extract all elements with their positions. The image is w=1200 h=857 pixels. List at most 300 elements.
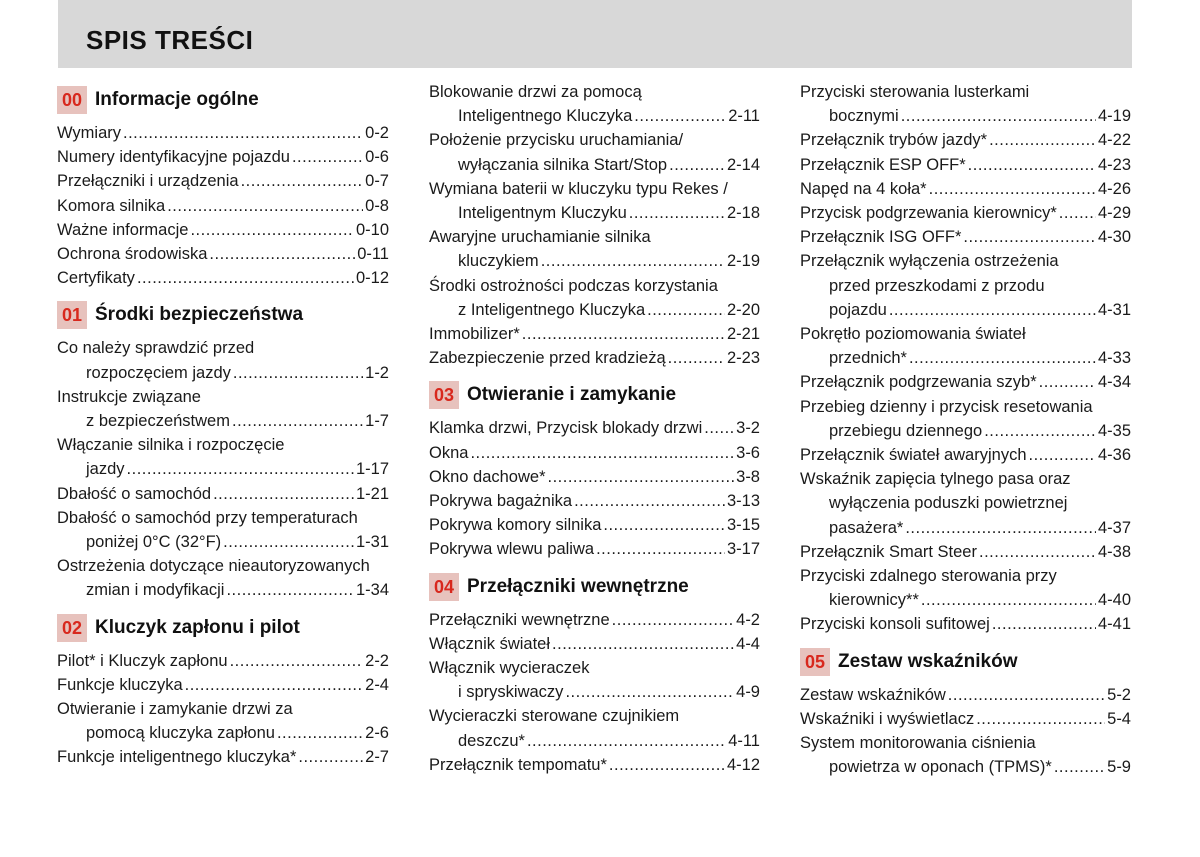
toc-entry-text: Dbałość o samochód przy temperaturach — [57, 508, 358, 527]
toc-entry-row — [800, 177, 1131, 201]
dot-leader — [232, 409, 363, 433]
dot-leader — [223, 530, 354, 554]
page-number: 4-19 — [1097, 107, 1131, 126]
dot-leader — [963, 225, 1096, 249]
dot-leader — [634, 104, 726, 128]
section-title: Środki bezpieczeństwa — [95, 304, 304, 326]
toc-entry-text: Wycieraczki sterowane czujnikiem — [429, 707, 680, 726]
page-number: 1-17 — [355, 460, 389, 479]
toc-entry[interactable] — [800, 612, 1131, 636]
toc-entry-row — [800, 588, 1131, 612]
toc-entry-text: Przełącznik ESP OFF* — [800, 155, 966, 174]
toc-entry-text: Zabezpieczenie przed kradzieżą — [429, 349, 666, 368]
dot-leader — [976, 707, 1105, 731]
dot-leader — [1059, 201, 1096, 225]
dot-leader — [123, 121, 363, 145]
section-heading[interactable] — [57, 300, 389, 330]
page-number: 4-41 — [1097, 615, 1131, 634]
toc-entry-text: przed przeszkodami z przodu — [829, 276, 1045, 295]
page-number: 2-7 — [365, 748, 389, 767]
toc-entry[interactable] — [429, 513, 760, 537]
toc-section — [429, 380, 760, 561]
toc-entry-text: Ostrzeżenia dotyczące nieautoryzowanych — [57, 557, 370, 576]
dot-leader — [1054, 755, 1105, 779]
dot-leader — [929, 177, 1096, 201]
toc-entry[interactable] — [429, 656, 760, 704]
toc-entry[interactable] — [429, 416, 760, 440]
toc-entry-text: Przełącznik wyłączenia ostrzeżenia — [800, 252, 1059, 271]
section-title: Zestaw wskaźników — [838, 650, 1018, 672]
dot-leader — [230, 649, 364, 673]
toc-entry[interactable] — [57, 385, 389, 433]
toc-entry-row — [800, 443, 1131, 467]
toc-entry[interactable] — [57, 266, 389, 290]
toc-entry-text: Instrukcje związane — [57, 387, 201, 406]
toc-entry-text: Funkcje kluczyka — [57, 675, 183, 694]
section-title: Kluczyk zapłonu i pilot — [95, 616, 300, 638]
toc-entry-row — [800, 540, 1131, 564]
page-number: 4-22 — [1097, 131, 1131, 150]
dot-leader — [137, 266, 354, 290]
dot-leader — [292, 145, 363, 169]
page-number: 2-6 — [365, 724, 389, 743]
toc-entry-text: powietrza w oponach (TPMS)* — [829, 758, 1052, 777]
toc-entry[interactable] — [429, 632, 760, 656]
page-number: 4-36 — [1097, 446, 1131, 465]
toc-entry-text: Przebieg dzienny i przycisk resetowania — [800, 397, 1093, 416]
dot-leader — [992, 612, 1096, 636]
toc-entry-row — [57, 145, 389, 169]
dot-leader — [213, 482, 354, 506]
toc-entry[interactable] — [800, 370, 1131, 394]
dot-leader — [979, 540, 1096, 564]
page-number: 2-18 — [726, 204, 760, 223]
toc-entry[interactable] — [429, 489, 760, 513]
dot-leader — [609, 753, 725, 777]
section-title: Informacje ogólne — [95, 89, 259, 110]
page-number: 4-40 — [1097, 591, 1131, 610]
toc-entry-text: jazdy — [86, 460, 125, 479]
toc-entry[interactable] — [800, 128, 1131, 152]
dot-leader — [603, 513, 725, 537]
toc-entry[interactable] — [57, 697, 389, 745]
page-number: 4-12 — [726, 755, 760, 774]
toc-entry-row — [57, 409, 389, 433]
page-number: 1-2 — [365, 363, 389, 382]
toc-entry-row — [800, 707, 1131, 731]
toc-entry-row — [800, 346, 1131, 370]
toc-entry-row — [57, 242, 389, 266]
page-number: 0-6 — [365, 148, 389, 167]
toc-entry[interactable] — [800, 443, 1131, 467]
dot-leader — [889, 298, 1096, 322]
toc-entry-row — [429, 346, 760, 370]
toc-entry-text: bocznymi — [829, 107, 899, 126]
toc-entry-row — [429, 465, 760, 489]
toc-entry[interactable] — [57, 745, 389, 769]
toc-entry-text: wyłączenia poduszki powietrznej — [829, 494, 1068, 513]
dot-leader — [167, 194, 363, 218]
toc-entry-text: Włącznik świateł — [429, 634, 551, 653]
toc-entry-row — [800, 370, 1131, 394]
section-heading[interactable] — [800, 647, 1131, 677]
section-heading[interactable] — [429, 572, 760, 602]
toc-entry-row — [57, 266, 389, 290]
toc-entry-text: Przycisk podgrzewania kierownicy* — [800, 204, 1057, 223]
toc-entry-text: Wskaźnik zapięcia tylnego pasa oraz — [800, 470, 1071, 489]
toc-entry[interactable] — [429, 322, 760, 346]
toc-entry-text: Co należy sprawdzić przed — [57, 339, 255, 358]
toc-entry-row — [800, 201, 1131, 225]
toc-entry-text: kluczykiem — [458, 252, 539, 271]
toc-entry[interactable] — [429, 704, 760, 752]
page-number: 0-11 — [357, 245, 389, 264]
page-number: 3-6 — [736, 443, 760, 462]
toc-entry[interactable] — [800, 322, 1131, 370]
toc-entry[interactable] — [800, 564, 1131, 612]
toc-entry-text: System monitorowania ciśnienia — [800, 734, 1036, 753]
toc-entry-row — [429, 608, 760, 632]
toc-entry-row — [429, 104, 760, 128]
toc-entry-row — [800, 298, 1131, 322]
toc-entry-text: Wymiana baterii w kluczyku typu Rekes / — [429, 179, 728, 198]
toc-entry-text: Ochrona środowiska — [57, 245, 208, 264]
dot-leader — [909, 346, 1096, 370]
toc-entry[interactable] — [57, 336, 389, 384]
toc-entry[interactable] — [800, 177, 1131, 201]
dot-leader — [669, 153, 725, 177]
page-number: 2-14 — [726, 155, 760, 174]
toc-entry-row — [429, 416, 760, 440]
toc-entry[interactable] — [800, 225, 1131, 249]
toc-entry-text: deszczu* — [458, 731, 525, 750]
toc-entry-text: Pokrywa wlewu paliwa — [429, 540, 595, 559]
toc-entry-text: Przełączniki wewnętrzne — [429, 610, 610, 629]
dot-leader — [548, 465, 735, 489]
section-heading[interactable] — [429, 380, 760, 410]
page-number: 4-9 — [736, 683, 760, 702]
toc-entry-row — [57, 218, 389, 242]
page-number: 4-35 — [1097, 421, 1131, 440]
toc-entry-row — [429, 249, 760, 273]
toc-entry-row — [800, 612, 1131, 636]
page-number: 2-11 — [728, 107, 760, 126]
section-number-badge: 04 — [429, 573, 459, 601]
page-number: 4-34 — [1097, 373, 1131, 392]
page-number: 4-30 — [1097, 228, 1131, 247]
toc-entry-text: Okna — [429, 443, 469, 462]
page-number: 3-2 — [736, 419, 760, 438]
toc-entry-text: Przełącznik świateł awaryjnych — [800, 446, 1027, 465]
page-number: 3-8 — [736, 467, 760, 486]
toc-entry-text: Włącznik wycieraczek — [429, 659, 590, 678]
toc-entry-text: Otwieranie i zamykanie drzwi za — [57, 700, 293, 719]
toc-entry[interactable] — [57, 169, 389, 193]
toc-entry[interactable] — [800, 540, 1131, 564]
dot-leader — [948, 683, 1105, 707]
toc-entry-row — [57, 121, 389, 145]
toc-entry-row — [429, 632, 760, 656]
page-number: 4-4 — [736, 634, 760, 653]
toc-entry-row — [57, 482, 389, 506]
toc-entry[interactable] — [800, 731, 1131, 779]
toc-section — [429, 572, 760, 777]
toc-entry-text: Przełączniki i urządzenia — [57, 172, 239, 191]
toc-entry-text: Komora silnika — [57, 196, 166, 215]
toc-entry-text: Położenie przycisku uruchamiania/ — [429, 131, 684, 150]
toc-entry-text: poniżej 0°C (32°F) — [86, 533, 222, 552]
section-title: Przełączniki wewnętrzne — [467, 575, 689, 597]
dot-leader — [522, 322, 725, 346]
dot-leader — [668, 346, 725, 370]
page-number: 2-19 — [726, 252, 760, 271]
page-number: 2-20 — [726, 300, 760, 319]
toc-entry-row — [800, 104, 1131, 128]
toc-column-1 — [57, 80, 389, 770]
toc-entry-row — [57, 673, 389, 697]
toc-entry[interactable] — [57, 242, 389, 266]
toc-entry-text: kierownicy** — [829, 591, 919, 610]
toc-entry-text: Wskaźniki i wyświetlacz — [800, 709, 975, 728]
toc-entry[interactable] — [57, 433, 389, 481]
toc-entry[interactable] — [800, 80, 1131, 128]
toc-entry-row — [429, 513, 760, 537]
toc-entry[interactable] — [57, 121, 389, 145]
toc-entry-text: Inteligentnym Kluczyku — [458, 204, 627, 223]
toc-entry-text: rozpoczęciem jazdy — [86, 363, 231, 382]
toc-entry[interactable] — [429, 537, 760, 561]
page-number: 4-26 — [1097, 179, 1131, 198]
page-number: 1-7 — [365, 412, 389, 431]
toc-entry[interactable] — [57, 482, 389, 506]
dot-leader — [647, 298, 725, 322]
page-number: 1-31 — [355, 533, 389, 552]
toc-section — [57, 85, 389, 290]
toc-entry[interactable] — [800, 201, 1131, 225]
toc-entry-row — [800, 128, 1131, 152]
section-number-badge: 00 — [57, 86, 87, 114]
section-heading[interactable] — [57, 613, 389, 643]
section-number-badge: 05 — [800, 648, 830, 676]
toc-entry-text: wyłączania silnika Start/Stop — [458, 155, 668, 174]
page-number: 3-15 — [726, 516, 760, 535]
toc-section — [800, 80, 1131, 637]
toc-entry-row — [800, 419, 1131, 443]
toc-entry-text: Przyciski zdalnego sterowania przy — [800, 567, 1057, 586]
page-number: 0-8 — [365, 196, 389, 215]
dot-leader — [704, 416, 734, 440]
page-number: 0-12 — [355, 269, 389, 288]
toc-entry-text: Blokowanie drzwi za pomocą — [429, 83, 642, 101]
toc-entry-text: Przełącznik trybów jazdy* — [800, 131, 988, 150]
page-number: 1-34 — [355, 581, 389, 600]
dot-leader — [901, 104, 1096, 128]
toc-entry[interactable] — [57, 194, 389, 218]
section-heading[interactable] — [57, 85, 389, 115]
dot-leader — [226, 578, 354, 602]
page-number: 4-38 — [1097, 542, 1131, 561]
dot-leader — [968, 153, 1096, 177]
toc-entry-row — [57, 194, 389, 218]
toc-section — [57, 300, 389, 602]
dot-leader — [298, 745, 363, 769]
toc-entry[interactable] — [429, 441, 760, 465]
toc-entry[interactable] — [429, 225, 760, 273]
toc-entry-text: Inteligentnego Kluczyka — [458, 107, 633, 126]
toc-entry-row — [429, 753, 760, 777]
dot-leader — [190, 218, 354, 242]
toc-entry-row — [429, 680, 760, 704]
page-number: 3-13 — [726, 492, 760, 511]
toc-entry-text: Pilot* i Kluczyk zapłonu — [57, 651, 228, 670]
toc-entry-text: pomocą kluczyka zapłonu — [86, 724, 275, 743]
page-number: 2-2 — [365, 651, 389, 670]
toc-entry[interactable] — [800, 395, 1131, 443]
page-number: 4-11 — [728, 731, 760, 750]
page-number: 0-7 — [365, 172, 389, 191]
toc-entry-row — [429, 322, 760, 346]
toc-entry-text: i spryskiwaczy — [458, 683, 564, 702]
toc-entry[interactable] — [429, 608, 760, 632]
toc-entry-text: Przyciski konsoli sufitowej — [800, 615, 990, 634]
page-header — [58, 0, 1132, 68]
toc-entry-row — [800, 153, 1131, 177]
toc-entry[interactable] — [800, 153, 1131, 177]
toc-column-2 — [429, 80, 760, 777]
page-number: 4-23 — [1097, 155, 1131, 174]
page-number: 5-4 — [1107, 709, 1131, 728]
toc-entry-text: Immobilizer* — [429, 325, 520, 344]
toc-entry-row — [57, 745, 389, 769]
dot-leader — [527, 729, 726, 753]
toc-section — [429, 80, 760, 370]
toc-entry-row — [57, 169, 389, 193]
toc-entry-row — [429, 441, 760, 465]
toc-entry-text: Wymiary — [57, 124, 122, 142]
toc-entry-row — [429, 153, 760, 177]
dot-leader — [565, 680, 734, 704]
toc-entry-text: Dbałość o samochód — [57, 484, 212, 503]
toc-entry-text: Przyciski sterowania lusterkami — [800, 83, 1030, 101]
toc-entry-text: Przełącznik ISG OFF* — [800, 228, 962, 247]
dot-leader — [127, 457, 354, 481]
page-number: 4-37 — [1097, 518, 1131, 537]
page-number: 1-21 — [355, 484, 389, 503]
toc-entry-text: Pokrywa komory silnika — [429, 516, 602, 535]
toc-entry[interactable] — [429, 346, 760, 370]
dot-leader — [1039, 370, 1096, 394]
dot-leader — [921, 588, 1096, 612]
toc-entry-text: zmian i modyfikacji — [86, 581, 225, 600]
toc-entry-text: Funkcje inteligentnego kluczyka* — [57, 748, 297, 767]
dot-leader — [574, 489, 725, 513]
dot-leader — [233, 361, 363, 385]
toc-entry[interactable] — [800, 467, 1131, 540]
dot-leader — [241, 169, 364, 193]
page-number: 2-4 — [365, 675, 389, 694]
toc-entry-text: Pokrętło poziomowania świateł — [800, 325, 1026, 344]
toc-entry-text: przebiegu dziennego — [829, 421, 983, 440]
page-number: 4-2 — [736, 610, 760, 629]
toc-entry-row — [429, 729, 760, 753]
toc-entry[interactable] — [57, 649, 389, 673]
toc-entry[interactable] — [429, 128, 760, 176]
dot-leader — [185, 673, 364, 697]
toc-entry[interactable] — [57, 506, 389, 554]
section-title: Otwieranie i zamykanie — [467, 384, 677, 406]
dot-leader — [541, 249, 725, 273]
page-number: 5-2 — [1107, 685, 1131, 704]
toc-entry[interactable] — [429, 753, 760, 777]
toc-entry-text: Włączanie silnika i rozpoczęcie — [57, 436, 285, 455]
toc-entry-row — [57, 361, 389, 385]
section-number-badge: 01 — [57, 301, 87, 329]
dot-leader — [984, 419, 1096, 443]
toc-entry-row — [800, 516, 1131, 540]
toc-entry-row — [800, 225, 1131, 249]
page-number: 2-23 — [726, 349, 760, 368]
toc-entry[interactable] — [57, 673, 389, 697]
dot-leader — [989, 128, 1096, 152]
toc-entry-text: Certyfikaty — [57, 269, 135, 288]
toc-entry[interactable] — [800, 249, 1131, 322]
toc-entry[interactable] — [429, 80, 760, 128]
page-number: 4-29 — [1097, 204, 1131, 223]
toc-entry[interactable] — [57, 145, 389, 169]
toc-entry[interactable] — [57, 218, 389, 242]
page-title: SPIS TREŚCI — [86, 25, 254, 55]
toc-entry-row — [429, 537, 760, 561]
dot-leader — [470, 441, 734, 465]
dot-leader — [612, 608, 734, 632]
toc-entry-text: Zestaw wskaźników — [800, 685, 946, 704]
section-number-badge: 03 — [429, 381, 459, 409]
page-number: 4-31 — [1097, 300, 1131, 319]
section-number-badge: 02 — [57, 614, 87, 642]
toc-entry-row — [57, 649, 389, 673]
toc-entry[interactable] — [429, 465, 760, 489]
page-number: 3-17 — [726, 540, 760, 559]
toc-entry-text: Napęd na 4 koła* — [800, 179, 927, 198]
toc-entry[interactable] — [57, 554, 389, 602]
page-number: 2-21 — [726, 325, 760, 344]
page-number: 4-33 — [1097, 349, 1131, 368]
dot-leader — [209, 242, 355, 266]
dot-leader — [1029, 443, 1096, 467]
toc-entry-row — [429, 201, 760, 225]
toc-entry-text: Numery identyfikacyjne pojazdu — [57, 148, 290, 167]
toc-entry-text: Pokrywa bagażnika — [429, 492, 573, 511]
dot-leader — [905, 516, 1096, 540]
toc-entry-text: Ważne informacje — [57, 220, 189, 239]
toc-entry-row — [429, 489, 760, 513]
toc-column-3 — [800, 80, 1131, 779]
toc-entry-row — [429, 298, 760, 322]
toc-entry[interactable] — [429, 274, 760, 322]
dot-leader — [596, 537, 725, 561]
toc-entry-text: pasażera* — [829, 518, 904, 537]
toc-entry[interactable] — [800, 683, 1131, 707]
toc-entry-text: z bezpieczeństwem — [86, 412, 230, 431]
toc-entry-row — [800, 683, 1131, 707]
toc-entry[interactable] — [429, 177, 760, 225]
toc-entry-row — [57, 530, 389, 554]
dot-leader — [552, 632, 734, 656]
toc-entry[interactable] — [800, 707, 1131, 731]
toc-entry-text: przednich* — [829, 349, 907, 368]
page-number: 5-9 — [1107, 758, 1131, 777]
toc-entry-text: z Inteligentnego Kluczyka — [458, 300, 646, 319]
